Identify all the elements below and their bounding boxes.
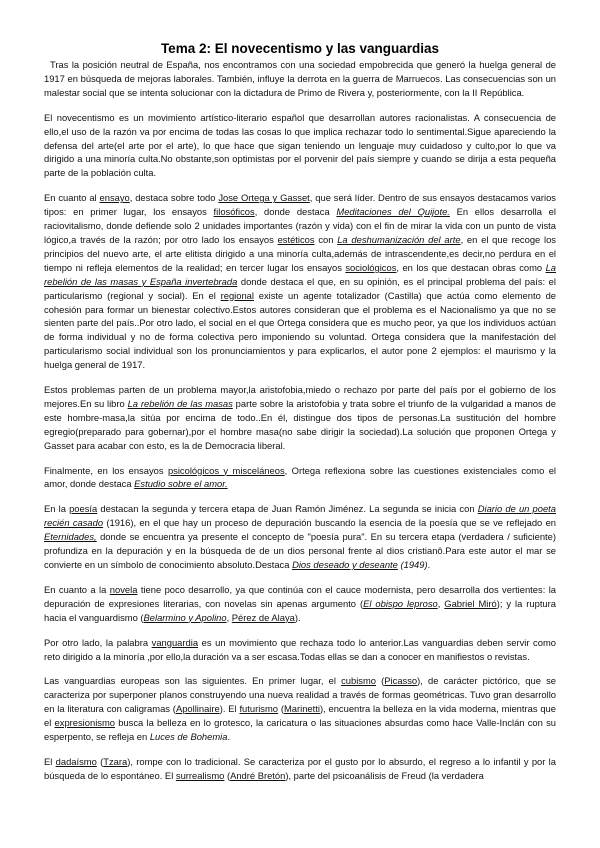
paragraph-dadaismo: El dadaísmo (Tzara), rompe con lo tradicional. Se caracteriza por el gusto por lo absurdo, el regreso a lo infantil y por la búsqueda de lo espontáneo. El surrealismo (André Bretón), parte del psicoanálisis de Freud (la verdadera [44, 755, 556, 781]
paragraph-psicologicos: Finalmente, en los ensayos psicológicos y misceláneos, Ortega reflexiona sobre las cuestiones existenciales como el amor, donde destaca Estudio sobre el amor. [44, 464, 556, 490]
underlined-term: Meditaciones del Quijote. [336, 206, 450, 218]
paragraph-vanguardia: Por otro lado, la palabra vanguardia es un movimiento que rechaza todo lo anterior.Las vanguardias deben servir como reto dirigido a la minoría ,por ello,la duración va a ser escasa.Todas ellas se dan a conocer en manifiestos o revistas. [44, 636, 556, 662]
underlined-term: André Bretón [230, 769, 286, 781]
underlined-term: Dios deseado y deseante [292, 559, 398, 570]
italic-term: Luces de Bohemia [149, 731, 228, 743]
underlined-term: estéticos [277, 233, 315, 245]
document-page [44, 40, 556, 794]
underlined-term: surrealismo [175, 769, 225, 781]
paragraph-novela: En cuanto a la novela tiene poco desarrollo, ya que continúa con el cauce modernista, pero desarrolla dos vertientes: la depuración de expresiones literarias, con novelas sin apenas argumento (El obispo leproso, Gabriel Miró); y la ruptura hacia el vanguardismo (Belarmino y Apolino, Pérez de Alaya). [44, 583, 557, 623]
paragraph-novecentismo: El novecentismo es un movimiento artístico-literario español que desarrollan autores racionalistas. A consecuencia de ello,el uso de la razón va por encima de todas las cosas lo que implica rechazar todo lo sentimental.Sigue apareciendo la defensa del arte(el arte por el arte), lo que hace que sigan teniendo un lenguaje muy cuidadoso y culto,por lo que va dirigido a una minoría culta.No obstante,son optimistas por el porvenir del país siempre y cuando se dirija a esta pequeña parte de la población culta. [44, 111, 556, 179]
underlined-term: filosóficos [213, 206, 255, 218]
underlined-term: cubismo [341, 675, 376, 687]
underlined-term: Marinetti [283, 703, 320, 715]
underlined-term: expresionismo [54, 717, 115, 729]
underlined-term: poesía [69, 503, 98, 515]
underlined-term: Apollinaire [175, 703, 220, 715]
italic-term: (1949) [397, 559, 428, 570]
underlined-term: vanguardia [151, 636, 199, 648]
paragraph-vanguardias-europeas: Las vanguardias europeas son las siguientes. En primer lugar, el cubismo (Picasso), de carácter pictórico, que se caracteriza por superponer planos construyendo una nueva realidad a través de formas geométricas. Tuvo gran desarrollo en la literatura con caligramas (Apollinaire). El futurismo (Marinetti), encuentra la belleza en la vida moderna, mientras que el expresionismo busca la belleza en lo grotesco, la caricatura o las situaciones absurdas como hace Valle-Inclán con su esperpento, se refleja en Luces de Bohemia. [44, 675, 557, 743]
underlined-term: Belarmino y Apolino [143, 611, 227, 623]
underlined-term: El obispo leproso [363, 597, 438, 609]
underlined-term: dadaísmo [55, 755, 97, 767]
underlined-term: Gabriel Miró [444, 597, 497, 609]
underlined-term: novela [109, 583, 138, 595]
underlined-term: Diario de un poeta recién casado [44, 503, 556, 529]
underlined-term: Tzara [103, 755, 128, 767]
underlined-term: regional [220, 289, 254, 301]
underlined-term: Picasso [384, 675, 418, 687]
paragraph-aristofobia: Estos problemas parten de un problema mayor,la aristofobia,miedo o rechazo por parte del país por el gobierno de los mejores.En su libro La rebelión de las masas parte sobre la aristofobia y trata sobre el triunfo de la vulgaridad a manos de este hombre-masa,la sitúa por encima de todo..En él, distingue dos tipos de personas.La sustitución del hombre egregio(preparado para gobernar),por el hombre masa(no sabe dirigir la sociedad).La solución que proponen Ortega y Gasset para acabar con esto, es la de Democracia liberal. [44, 384, 556, 451]
paragraph-ensayo: En cuanto al ensayo, destaca sobre todo Jose Ortega y Gasset, que será líder. Dentro de sus ensayos destacamos varios tipos: en primer lugar, los ensayos filosóficos, donde destaca Meditaciones del Quijote. En ellos desarrolla el raciovitalismo, donde defiende solo 2 unidades importantes (razón y vida) con el fin de mirar la vida con un punto de vista lógico,a través de la razón; por otro lado los ensayos estéticos con La deshumanización del arte, en el que recoge los principios del nuevo arte, el arte elitista dirigido a una minoría culta,además de intrascendente,es decir,no perdura en el tiempo ni refleja elementos de la realidad; en tercer lugar los ensayos sociológicos, en los que destacan obras como La rebelión de las masas y España invertebrada donde destaca el que, en su opinión, es el principal problema del país: el particularismo (regional y social). En el regional existe un agente totalizador (Castilla) que actúa como elemento de cohesión para formar un bienestar colectivo.Estos autores consideran que el problema es el Nacionalismo ya que no se sienten parte del país..Por otro lado, el social en el que Ortega considera que es mucho peor, ya que los individuos actúan de forma individual y no de forma colectiva pero imponiendo su voluntad. Ortega considera que la manifestación del particularismo social individual son los pronunciamientos y para explicarlos, el autor pone 2 ejemplos: el maurismo y la huelga general de 1917. [44, 192, 556, 371]
underlined-term: ensayo [99, 192, 130, 204]
underlined-term: Pérez de Alaya [231, 611, 295, 623]
page-title: Tema 2: El novecentismo y las vanguardias [160, 41, 440, 56]
underlined-term: La rebelión de las masas y España invertebrada [44, 261, 556, 287]
paragraph-poesia: En la poesía destacan la segunda y tercera etapa de Juan Ramón Jiménez. La segunda se inicia con Diario de un poeta recién casado (1916), en el que hay un proceso de depuración buscando la esencia de la poesía que se ve reflejado en Eternidades, donde se encuentra ya presente el concepto de "poesía pura". En su tercera etapa (verdadera / suficiente) profundiza en la depuración y en la búsqueda de de un dios personal frente al dios cristianô.Para este autor el mar se convierte en un símbolo de conocimiento absoluto.Destaca Dios deseado y deseante (1949). [44, 503, 556, 570]
paragraph-context: Tras la posición neutral de España, nos encontramos con una sociedad empobrecida que generó la huelga general de 1917 en búsqueda de mejoras laborales. También, influye la derrota en la guerra de Marruecos. Las consecuencias son un malestar social que se intenta solucionar con la dictadura de Primo de Rivera y, posteriormente, con la II República. [44, 59, 556, 98]
underlined-term: Eternidades, [44, 531, 97, 543]
underlined-term: Jose Ortega y Gasset [218, 192, 310, 204]
underlined-term: psicológicos y misceláneos [167, 464, 285, 476]
underlined-term: La deshumanización del arte [337, 233, 461, 245]
underlined-term: Estudio sobre el amor. [134, 478, 228, 490]
underlined-term: sociológicos [345, 261, 397, 273]
underlined-term: futurismo [239, 703, 279, 715]
underlined-term: La rebelión de las masas [127, 397, 233, 409]
